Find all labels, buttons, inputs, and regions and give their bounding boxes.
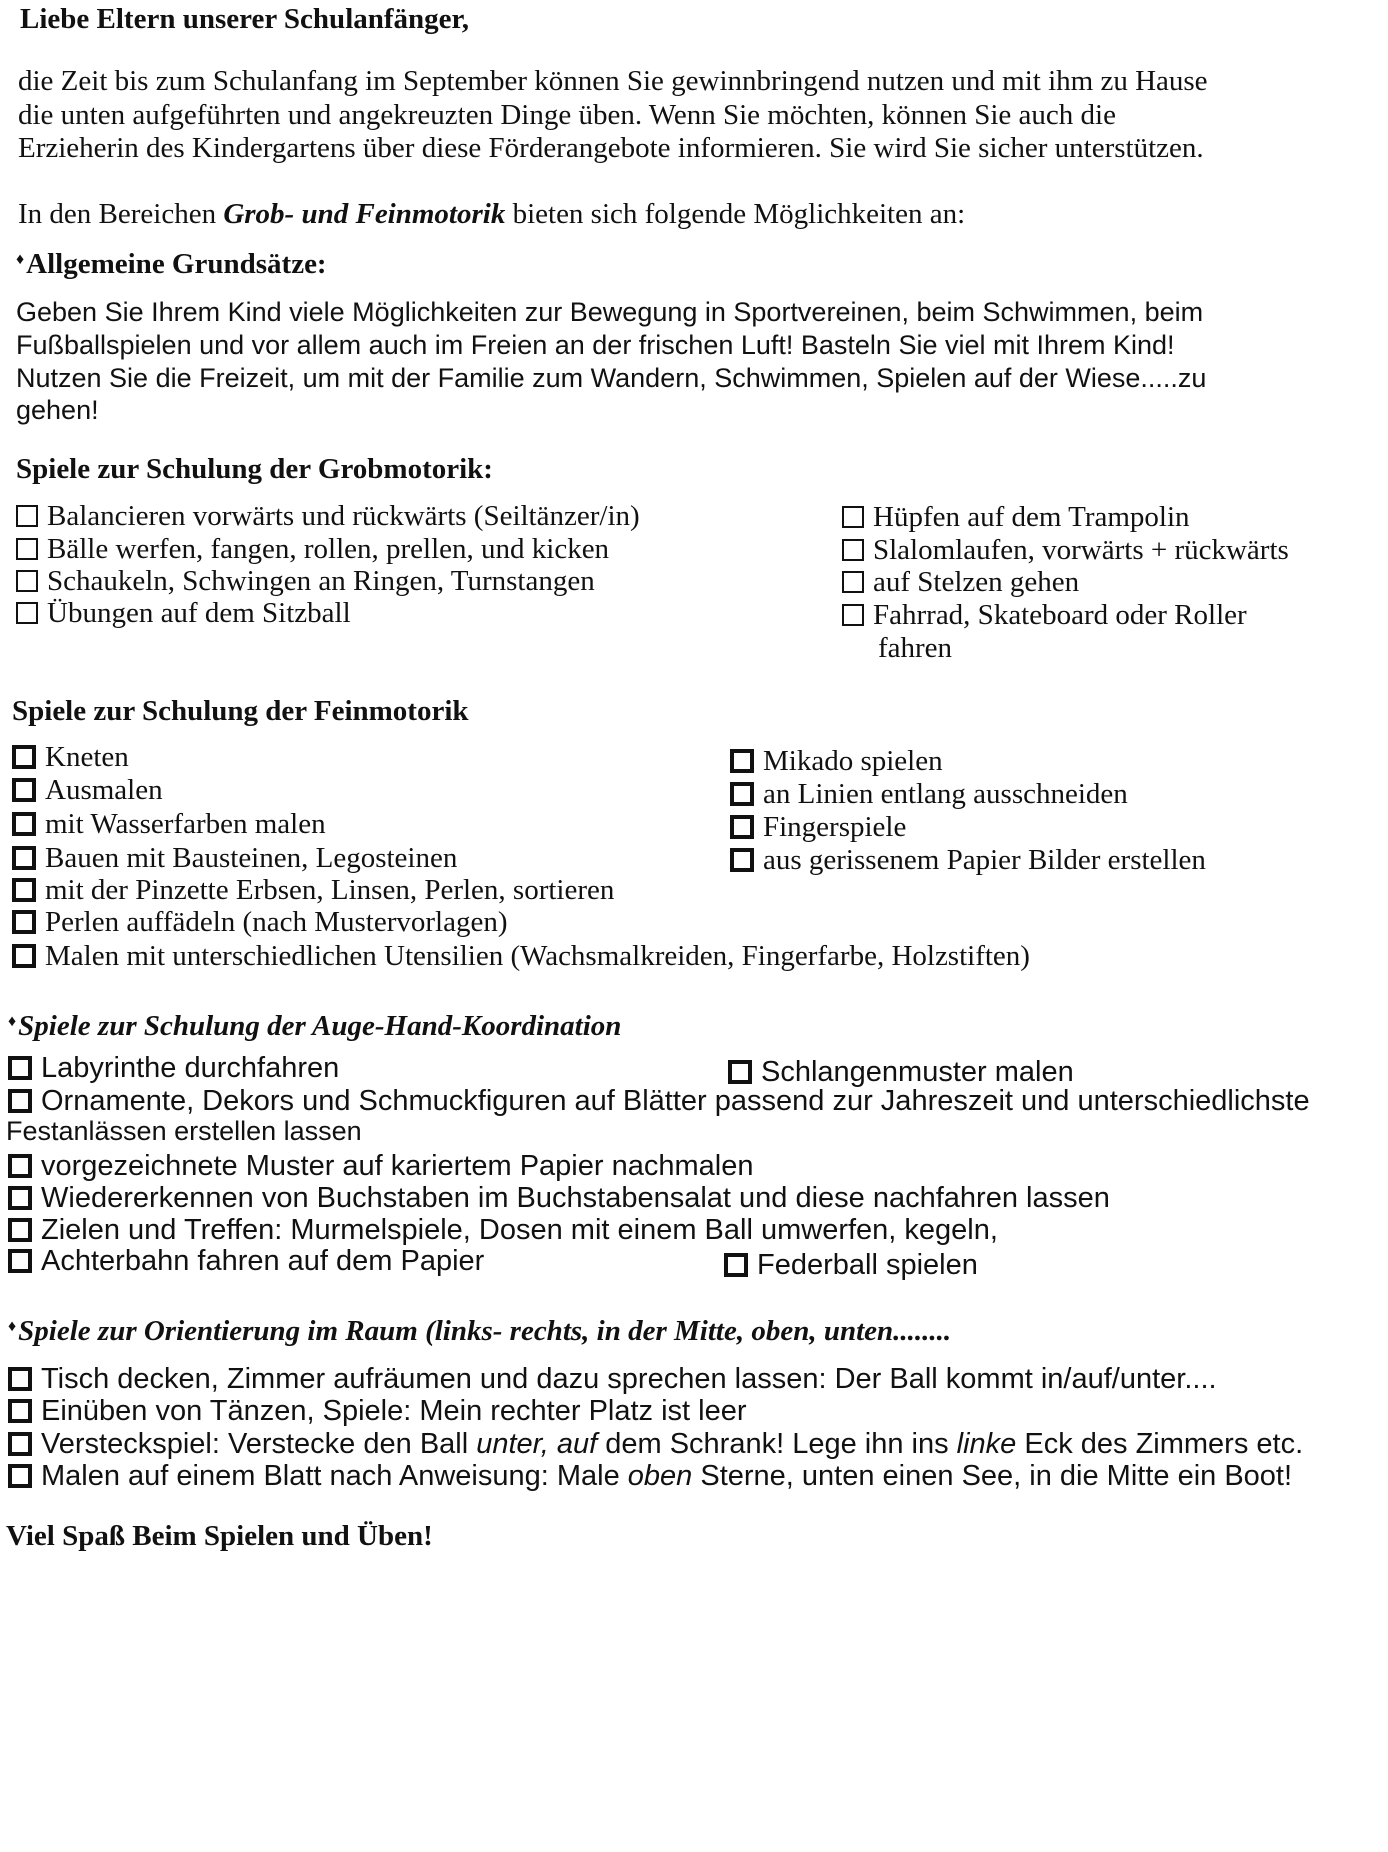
checkbox-icon[interactable] xyxy=(16,505,38,527)
item-label: Zielen und Treffen: Murmelspiele, Dosen mit einem Ball umwerfen, kegeln, xyxy=(41,1214,998,1246)
intro-line-2: die unten aufgeführten und angekreuzten Dinge üben. Wenn Sie möchten, können Sie auch die xyxy=(18,99,1116,131)
fine-motor-item[interactable] xyxy=(12,939,1030,973)
checkbox-icon[interactable] xyxy=(12,778,36,802)
item-label: an Linien entlang ausschneiden xyxy=(763,778,1128,810)
item-label: Fingerspiele xyxy=(763,811,907,843)
fine-motor-item[interactable] xyxy=(12,773,163,807)
item-label: Tisch decken, Zimmer aufräumen und dazu sprechen lassen: Der Ball kommt in/auf/unter.... xyxy=(41,1363,1217,1395)
gross-motor-item[interactable] xyxy=(842,533,1289,567)
eye-hand-item[interactable] xyxy=(724,1248,978,1282)
item-label: Perlen auffädeln (nach Mustervorlagen) xyxy=(45,906,508,938)
checkbox-icon[interactable] xyxy=(842,506,864,528)
orientation-heading xyxy=(8,1310,951,1348)
checkbox-icon[interactable] xyxy=(12,812,36,836)
checkbox-icon[interactable] xyxy=(16,538,38,560)
orientation-heading-text: Spiele zur Orientierung im Raum (links- rechts, in der Mitte, oben, unten........ xyxy=(18,1315,952,1347)
checkbox-icon[interactable] xyxy=(730,815,754,839)
gross-motor-item[interactable] xyxy=(842,500,1190,534)
item-label: Federball spielen xyxy=(757,1249,978,1281)
gross-motor-item[interactable] xyxy=(842,598,1247,632)
checkbox-icon[interactable] xyxy=(730,749,754,773)
checkbox-icon[interactable] xyxy=(842,539,864,561)
fine-motor-item[interactable] xyxy=(12,841,457,875)
fine-motor-item[interactable] xyxy=(730,777,1128,811)
item-label: vorgezeichnete Muster auf kariertem Papier nachmalen xyxy=(41,1150,754,1182)
checkbox-icon[interactable] xyxy=(12,944,36,968)
item-label: auf Stelzen gehen xyxy=(873,566,1080,598)
item-label: Mikado spielen xyxy=(763,745,943,777)
checkbox-icon[interactable] xyxy=(8,1464,32,1488)
orientation-item[interactable] xyxy=(8,1459,1292,1493)
checkbox-icon[interactable] xyxy=(730,848,754,872)
gross-motor-item-continuation: fahren xyxy=(878,632,953,664)
intro-line-1: die Zeit bis zum Schulanfang im September können Sie gewinnbringend nutzen und mit ihm zu Hause xyxy=(18,65,1208,97)
item-label: aus gerissenem Papier Bilder erstellen xyxy=(763,844,1206,876)
general-line-1: Geben Sie Ihrem Kind viele Möglichkeiten zur Bewegung in Sportvereinen, beim Schwimmen, beim xyxy=(16,297,1204,327)
eye-hand-item-continuation: Festanlässen erstellen lassen xyxy=(6,1116,362,1146)
checkbox-icon[interactable] xyxy=(724,1253,748,1277)
checkbox-icon[interactable] xyxy=(16,570,38,592)
checkbox-icon[interactable] xyxy=(12,910,36,934)
fine-motor-item[interactable] xyxy=(730,810,906,844)
item-label: Wiedererkennen von Buchstaben im Buchstabensalat und diese nachfahren lassen xyxy=(41,1182,1110,1214)
item-label: Übungen auf dem Sitzball xyxy=(47,597,351,629)
item-label: mit der Pinzette Erbsen, Linsen, Perlen, sortieren xyxy=(45,874,615,906)
gross-motor-item[interactable] xyxy=(16,564,595,598)
gross-motor-item[interactable] xyxy=(16,499,640,533)
gross-motor-item[interactable] xyxy=(842,565,1079,599)
diamond-bullet-icon: ♦ xyxy=(16,251,25,268)
item-label: Bälle werfen, fangen, rollen, prellen, und kicken xyxy=(47,533,610,565)
orientation-item[interactable] xyxy=(8,1394,747,1428)
fine-motor-item[interactable] xyxy=(12,807,326,841)
checkbox-icon[interactable] xyxy=(8,1249,32,1273)
fine-motor-heading: Spiele zur Schulung der Feinmotorik xyxy=(12,695,469,727)
checkbox-icon[interactable] xyxy=(8,1432,32,1456)
fine-motor-item[interactable] xyxy=(12,873,614,907)
checkbox-icon[interactable] xyxy=(730,782,754,806)
areas-intro xyxy=(18,197,965,231)
item-label: Bauen mit Bausteinen, Legosteinen xyxy=(45,842,458,874)
general-line-3: Nutzen Sie die Freizeit, um mit der Familie zum Wandern, Schwimmen, Spielen auf der Wiese.....zu xyxy=(16,363,1207,393)
checkbox-icon[interactable] xyxy=(8,1089,32,1113)
greeting: Liebe Eltern unserer Schulanfänger, xyxy=(20,3,469,35)
general-heading-text: Allgemeine Grundsätze: xyxy=(26,248,327,280)
eye-hand-heading-text: Spiele zur Schulung der Auge-Hand-Koordination xyxy=(18,1010,622,1042)
item-label: Kneten xyxy=(45,741,129,773)
item-label: Malen mit unterschiedlichen Utensilien (Wachsmalkreiden, Fingerfarbe, Holzstiften) xyxy=(45,940,1030,972)
item-label: Balancieren vorwärts und rückwärts (Seiltänzer/in) xyxy=(47,500,640,532)
item-label: mit Wasserfarben malen xyxy=(45,808,326,840)
eye-hand-heading xyxy=(8,1005,621,1043)
checkbox-icon[interactable] xyxy=(8,1186,32,1210)
item-label: Hüpfen auf dem Trampolin xyxy=(873,501,1190,533)
eye-hand-item[interactable] xyxy=(8,1149,753,1183)
fine-motor-item[interactable] xyxy=(730,744,943,778)
checkbox-icon[interactable] xyxy=(16,602,38,624)
eye-hand-item[interactable] xyxy=(8,1084,1310,1118)
fine-motor-item[interactable] xyxy=(730,843,1206,877)
checkbox-icon[interactable] xyxy=(8,1399,32,1423)
areas-intro-highlight: Grob- und Feinmotorik xyxy=(223,198,506,230)
item-label: Labyrinthe durchfahren xyxy=(41,1052,340,1084)
item-label: Versteckspiel: Verstecke den Ball unter, auf dem Schrank! Lege ihn ins linke Eck des Zimmers etc. xyxy=(41,1428,1304,1460)
orientation-item[interactable] xyxy=(8,1427,1303,1461)
gross-motor-item[interactable] xyxy=(16,532,609,566)
general-line-2: Fußballspielen und vor allem auch im Freien an der frischen Luft! Basteln Sie viel mit Ihrem Kind! xyxy=(16,330,1175,360)
diamond-bullet-icon: ♦ xyxy=(8,1318,17,1335)
checkbox-icon[interactable] xyxy=(12,745,36,769)
checkbox-icon[interactable] xyxy=(12,878,36,902)
gross-motor-heading: Spiele zur Schulung der Grobmotorik: xyxy=(16,453,493,485)
eye-hand-item[interactable] xyxy=(8,1181,1110,1215)
item-label: Malen auf einem Blatt nach Anweisung: Male oben Sterne, unten einen See, in die Mitte ein Boot! xyxy=(41,1460,1293,1492)
item-label: Schaukeln, Schwingen an Ringen, Turnstangen xyxy=(47,565,595,597)
fine-motor-item[interactable] xyxy=(12,905,507,939)
item-label: Achterbahn fahren auf dem Papier xyxy=(41,1245,485,1277)
checkbox-icon[interactable] xyxy=(842,571,864,593)
gross-motor-item[interactable] xyxy=(16,596,351,630)
general-heading xyxy=(16,243,327,281)
checkbox-icon[interactable] xyxy=(12,846,36,870)
closing-line: Viel Spaß Beim Spielen und Üben! xyxy=(6,1520,433,1552)
checkbox-icon[interactable] xyxy=(728,1060,752,1084)
checkbox-icon[interactable] xyxy=(8,1154,32,1178)
eye-hand-item[interactable] xyxy=(8,1244,484,1278)
areas-intro-after: bieten sich folgende Möglichkeiten an: xyxy=(505,198,966,230)
orientation-item[interactable] xyxy=(8,1362,1217,1396)
areas-intro-before: In den Bereichen xyxy=(18,198,224,230)
eye-hand-item[interactable] xyxy=(8,1213,998,1247)
item-label: Schlangenmuster malen xyxy=(761,1056,1074,1088)
eye-hand-item[interactable] xyxy=(8,1051,339,1085)
checkbox-icon[interactable] xyxy=(8,1218,32,1242)
checkbox-icon[interactable] xyxy=(8,1056,32,1080)
item-label: Ornamente, Dekors und Schmuckfiguren auf Blätter passend zur Jahreszeit und unterschiedlichste xyxy=(41,1085,1310,1117)
item-label: Slalomlaufen, vorwärts + rückwärts xyxy=(873,534,1289,566)
item-label: Einüben von Tänzen, Spiele: Mein rechter Platz ist leer xyxy=(41,1395,747,1427)
fine-motor-item[interactable] xyxy=(12,740,129,774)
intro-line-3: Erzieherin des Kindergartens über diese Förderangebote informieren. Sie wird Sie sicher unterstützen. xyxy=(18,132,1204,164)
checkbox-icon[interactable] xyxy=(842,604,864,626)
general-line-4: gehen! xyxy=(16,395,99,425)
item-label: Ausmalen xyxy=(45,774,163,806)
item-label: Fahrrad, Skateboard oder Roller xyxy=(873,599,1247,631)
checkbox-icon[interactable] xyxy=(8,1367,32,1391)
diamond-bullet-icon: ♦ xyxy=(8,1013,17,1030)
